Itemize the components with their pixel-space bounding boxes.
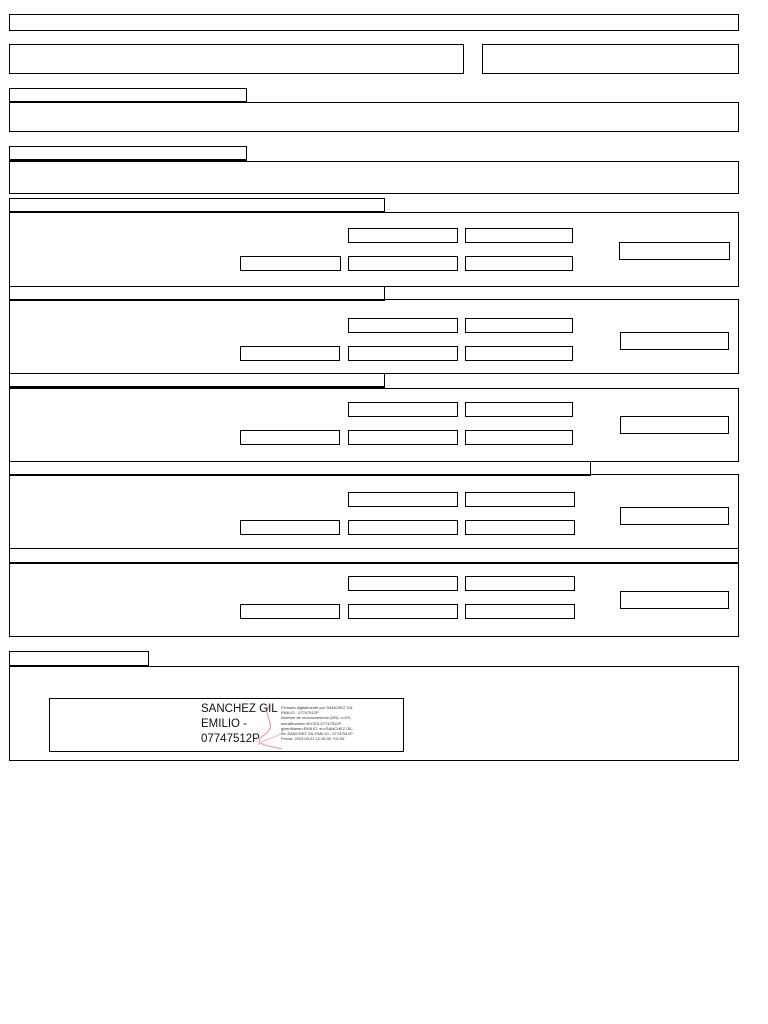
group-c-total-field[interactable] xyxy=(620,416,729,434)
name-field[interactable] xyxy=(9,44,464,74)
group-a-tab xyxy=(9,198,385,213)
group-d-total-field[interactable] xyxy=(620,507,729,525)
group-c-field-r1c3[interactable] xyxy=(465,402,573,417)
group-c-field-r1c2[interactable] xyxy=(348,402,458,417)
group-a-field-r2c2[interactable] xyxy=(348,256,458,271)
group-b-field-r2c1[interactable] xyxy=(240,346,340,361)
section-2-field[interactable] xyxy=(9,161,739,194)
group-c-field-r2c1[interactable] xyxy=(240,430,340,445)
group-c-field-r2c3[interactable] xyxy=(465,430,573,445)
group-b-field-r1c2[interactable] xyxy=(348,318,458,333)
group-e-tab xyxy=(9,548,739,564)
group-a-field-r2c3[interactable] xyxy=(465,256,573,271)
signature-tab xyxy=(9,651,149,667)
group-b-field-r1c3[interactable] xyxy=(465,318,573,333)
group-a-field-r1c3[interactable] xyxy=(465,228,573,243)
group-a-field-r1c2[interactable] xyxy=(348,228,458,243)
group-c-field-r2c2[interactable] xyxy=(348,430,458,445)
section-2-tab xyxy=(9,146,247,161)
group-e-field-r2c3[interactable] xyxy=(465,604,575,619)
signature-details: Firmado digitalmente por SANCHEZ GIL EMILIO - 07747512P Nombre de reconocimiento (DN): c=ES, serialNumber=IDCES-07747512P, givenName=EMILIO, sn=SANCHEZ GIL, cn=SANCHEZ GIL EMILIO - 07747512P Fecha: 2023.03.01 12:18:32 +01'00' xyxy=(281,705,354,742)
group-b-total-field[interactable] xyxy=(620,332,729,350)
group-e-field-r1c3[interactable] xyxy=(465,576,575,591)
group-e-total-field[interactable] xyxy=(620,591,729,609)
group-d-field-r2c3[interactable] xyxy=(465,520,575,535)
group-d-field-r1c2[interactable] xyxy=(348,492,458,507)
group-d-field-r2c1[interactable] xyxy=(240,520,340,535)
section-1-field[interactable] xyxy=(9,102,739,132)
group-b-field-r2c3[interactable] xyxy=(465,346,573,361)
group-d-field-r2c2[interactable] xyxy=(348,520,458,535)
header-field[interactable] xyxy=(9,14,739,31)
group-b-field-r2c2[interactable] xyxy=(348,346,458,361)
group-e-field-r1c2[interactable] xyxy=(348,576,458,591)
group-c-tab xyxy=(9,373,385,388)
group-d-field-r1c3[interactable] xyxy=(465,492,575,507)
section-1-tab xyxy=(9,88,247,103)
signature-field[interactable] xyxy=(49,698,404,752)
signer-name: SANCHEZ GIL EMILIO - 07747512P xyxy=(201,703,278,745)
group-e-field-r2c1[interactable] xyxy=(240,604,340,619)
id-field[interactable] xyxy=(482,44,739,74)
group-a-total-field[interactable] xyxy=(619,242,730,260)
group-a-field-r2c1[interactable] xyxy=(240,256,341,271)
group-e-field-r2c2[interactable] xyxy=(348,604,458,619)
